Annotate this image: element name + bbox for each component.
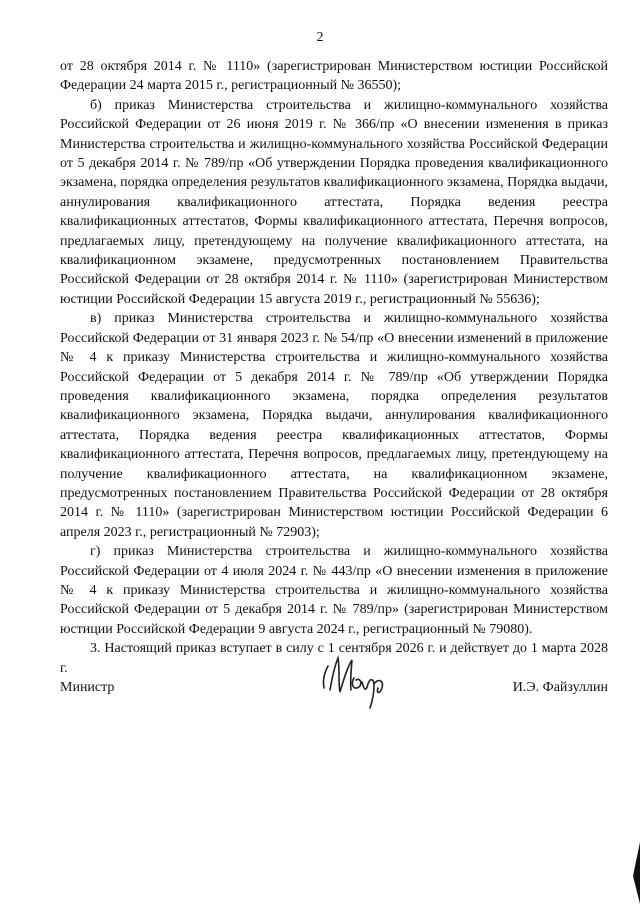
paragraph-effective-date: 3. Настоящий приказ вступает в силу с 1 сентября 2026 г. и действует до 1 марта 2028 г.	[60, 641, 608, 676]
signer-name: И.Э. Файзуллин	[512, 680, 608, 695]
paragraph-continuation: от 28 октября 2014 г. № 1110» (зарегистрирован Министерством юстиции Российской Федерации 24 марта 2015 г., регистрационный № 36550);	[60, 59, 608, 94]
signature-block	[60, 648, 608, 718]
signer-title: Министр	[60, 680, 115, 695]
page-number: 2	[316, 30, 324, 45]
paragraph-item-g: г) приказ Министерства строительства и жилищно-коммунального хозяйства Российской Федерации от 4 июля 2024 г. № 443/пр «О внесении изменения в приложение № 4 к приказу Министерства строительства и жилищно-коммунального хозяйства Российской Федерации от 5 декабря 2014 г. № 789/пр» (зарегистрирован Министерством юстиции Российской Федерации 9 августа 2024 г., регистрационный № 79080).	[60, 544, 608, 637]
paragraph-item-b: б) приказ Министерства строительства и жилищно-коммунального хозяйства Российской Федерации от 26 июня 2019 г. № 366/пр «О внесении изменения в приказ Министерства строительства и жилищно-коммунального хозяйства Российской Федерации от 5 декабря 2014 г. № 789/пр «Об утверждении Порядка проведения квалификационного экзамена, порядка определения результатов квалификационного экзамена, Порядка выдачи, аннулирования квалификационного аттестата, Порядка ведения реестра квалификационных аттестатов, Формы квалификационного аттестата, Перечня вопросов, предлагаемых лицу, претендующему на получение квалификационного аттестата, на квалификационном экзамене, предусмотренных постановлением Правительства Российской Федерации от 28 октября 2014 г. № 1110» (зарегистрирован Министерством юстиции Российской Федерации 15 августа 2019 г., регистрационный № 55636);	[60, 97, 608, 307]
handwritten-signature	[318, 648, 398, 712]
document-body	[60, 57, 608, 678]
scan-edge-mark	[632, 842, 640, 904]
paragraph-item-v: в) приказ Министерства строительства и жилищно-коммунального хозяйства Российской Федерации от 31 января 2023 г. № 54/пр «О внесении изменений в приложение № 4 к приказу Министерства строительства и жилищно-коммунального хозяйства Российской Федерации от 5 декабря 2014 г. № 789/пр «Об утверждении Порядка проведения квалификационного экзамена, порядка определения результатов квалификационного экзамена, Порядка выдачи, аннулирования квалификационного аттестата, Порядка ведения реестра квалификационных аттестатов, Формы квалификационного аттестата, Перечня вопросов, предлагаемых лицу, претендующему на получение квалификационного аттестата, на квалификационном экзамене, предусмотренных постановлением Правительства Российской Федерации от 28 октября 2014 г. № 1110» (зарегистрирован Министерством юстиции Российской Федерации 6 апреля 2023 г., регистрационный № 72903);	[60, 311, 608, 540]
